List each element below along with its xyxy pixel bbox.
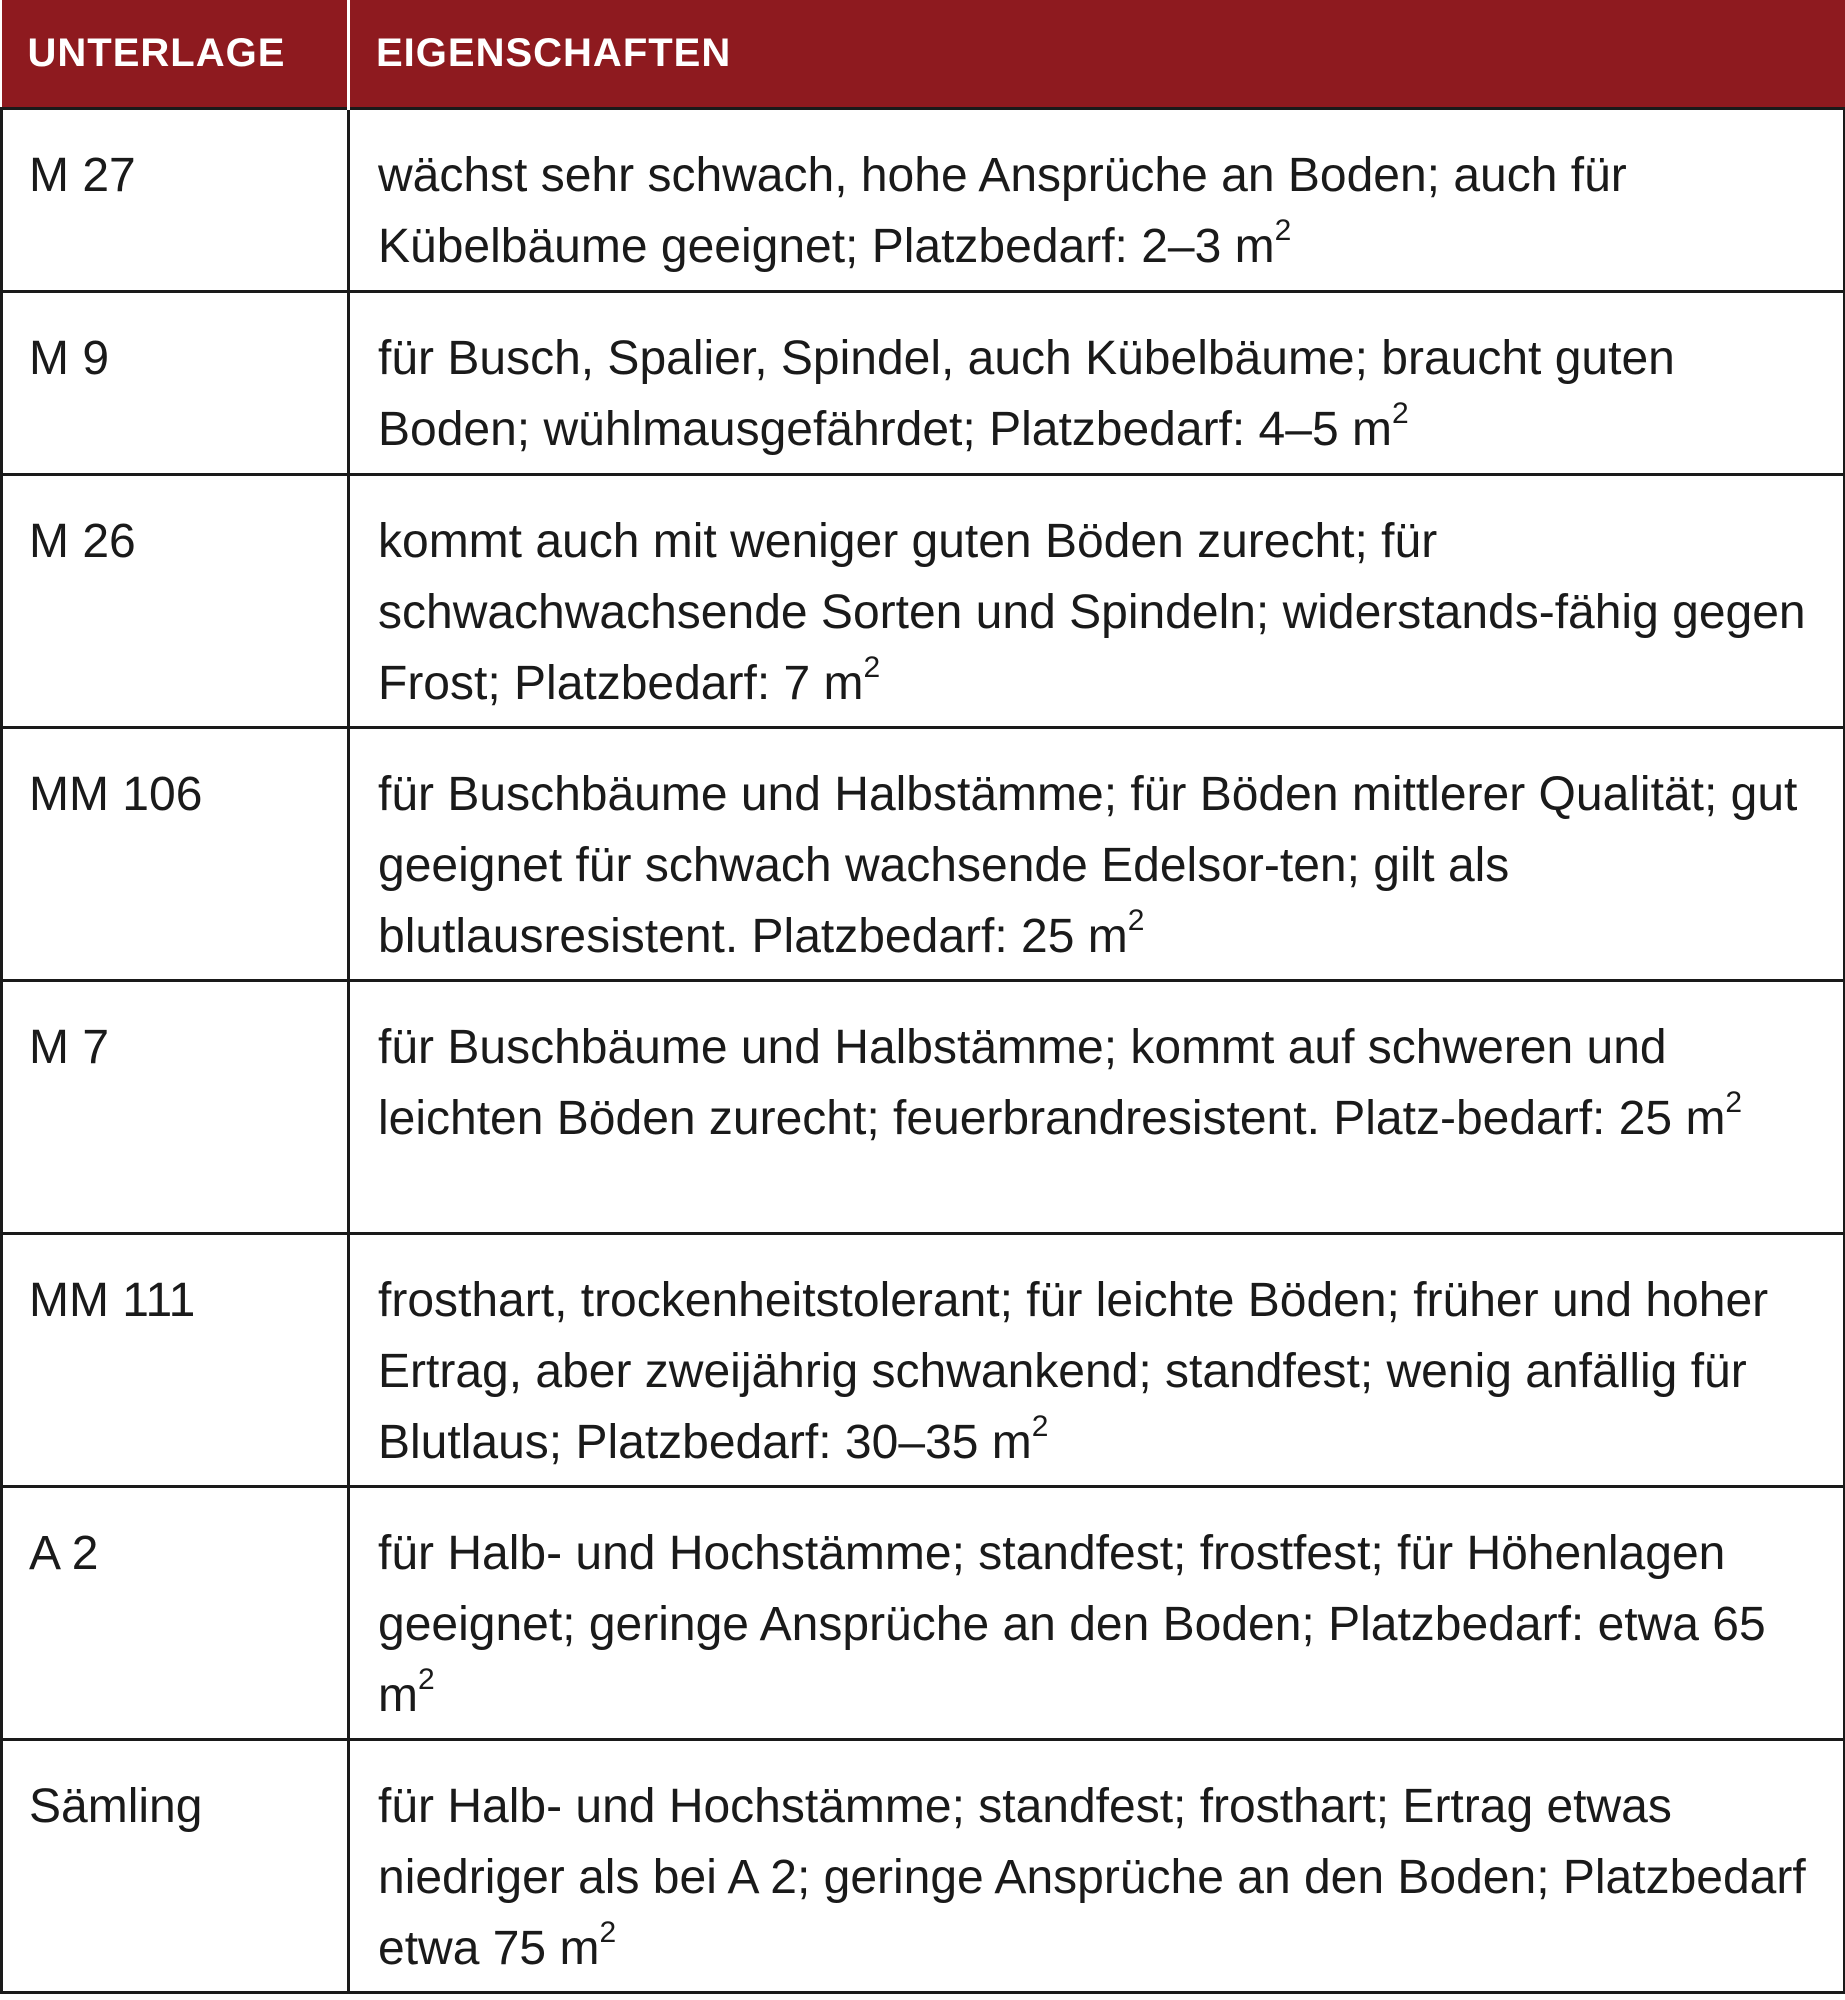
table-row — [2, 980, 1845, 1233]
superscript: 2 — [1031, 1409, 1049, 1443]
properties-text: für Busch, Spalier, Spindel, auch Kübelbäume; braucht guten Boden; wühlmausgefährdet; Platzbedarf: 4–5 m — [378, 331, 1675, 456]
properties-text: für Buschbäume und Halbstämme; kommt auf schweren und leichten Böden zurecht; feuerbrandresistent. Platz-bedarf: 25 m — [378, 1020, 1726, 1145]
header-eigenschaften: EIGENSCHAFTEN — [349, 0, 1845, 108]
table-header — [2, 0, 1845, 108]
table-row — [2, 108, 1845, 291]
properties-text: für Halb- und Hochstämme; standfest; frostfest; für Höhenlagen geeignet; geringe Ansprüche an den Boden; Platzbedarf: etwa 65 m — [378, 1526, 1766, 1722]
header-row — [2, 0, 1845, 108]
superscript: 2 — [863, 650, 881, 684]
rootstock-name: Sämling — [2, 1739, 349, 1992]
superscript: 2 — [1725, 1085, 1743, 1119]
table-row — [2, 291, 1845, 474]
table-row — [2, 1739, 1845, 1992]
superscript: 2 — [599, 1915, 617, 1949]
rootstock-properties — [349, 474, 1845, 727]
rootstock-properties — [349, 980, 1845, 1233]
superscript: 2 — [417, 1662, 435, 1696]
table-row — [2, 474, 1845, 727]
properties-text: wächst sehr schwach, hohe Ansprüche an Boden; auch für Kübelbäume geeignet; Platzbedarf: 2–3 m — [378, 148, 1627, 273]
rootstock-name: M 7 — [2, 980, 349, 1233]
header-unterlage: UNTERLAGE — [2, 0, 349, 108]
superscript: 2 — [1274, 213, 1292, 247]
rootstock-name: M 27 — [2, 108, 349, 291]
superscript: 2 — [1391, 396, 1409, 430]
rootstock-properties — [349, 1486, 1845, 1739]
table-body — [2, 108, 1845, 1992]
properties-text: für Buschbäume und Halbstämme; für Böden mittlerer Qualität; gut geeignet für schwach wachsende Edelsor-ten; gilt als blutlausresistent. Platzbedarf: 25 m — [378, 767, 1798, 963]
rootstock-properties — [349, 291, 1845, 474]
table-row — [2, 1486, 1845, 1739]
rootstock-properties — [349, 727, 1845, 980]
rootstock-name: MM 111 — [2, 1233, 349, 1486]
table-row — [2, 1233, 1845, 1486]
properties-text: frosthart, trockenheitstolerant; für leichte Böden; früher und hoher Ertrag, aber zweijährig schwankend; standfest; wenig anfällig für Blutlaus; Platzbedarf: 30–35 m — [378, 1273, 1769, 1469]
properties-text: für Halb- und Hochstämme; standfest; frosthart; Ertrag etwas niedriger als bei A 2; geringe Ansprüche an den Boden; Platzbedarf etwa 75 m — [378, 1779, 1806, 1975]
rootstock-properties — [349, 1739, 1845, 1992]
properties-text: kommt auch mit weniger guten Böden zurecht; für schwachwachsende Sorten und Spindeln; widerstands-fähig gegen Frost; Platzbedarf: 7 m — [378, 514, 1806, 710]
rootstock-properties — [349, 108, 1845, 291]
rootstock-name: M 9 — [2, 291, 349, 474]
rootstock-name: A 2 — [2, 1486, 349, 1739]
rootstock-name: MM 106 — [2, 727, 349, 980]
rootstock-name: M 26 — [2, 474, 349, 727]
superscript: 2 — [1127, 903, 1145, 937]
table-row — [2, 727, 1845, 980]
rootstock-properties — [349, 1233, 1845, 1486]
